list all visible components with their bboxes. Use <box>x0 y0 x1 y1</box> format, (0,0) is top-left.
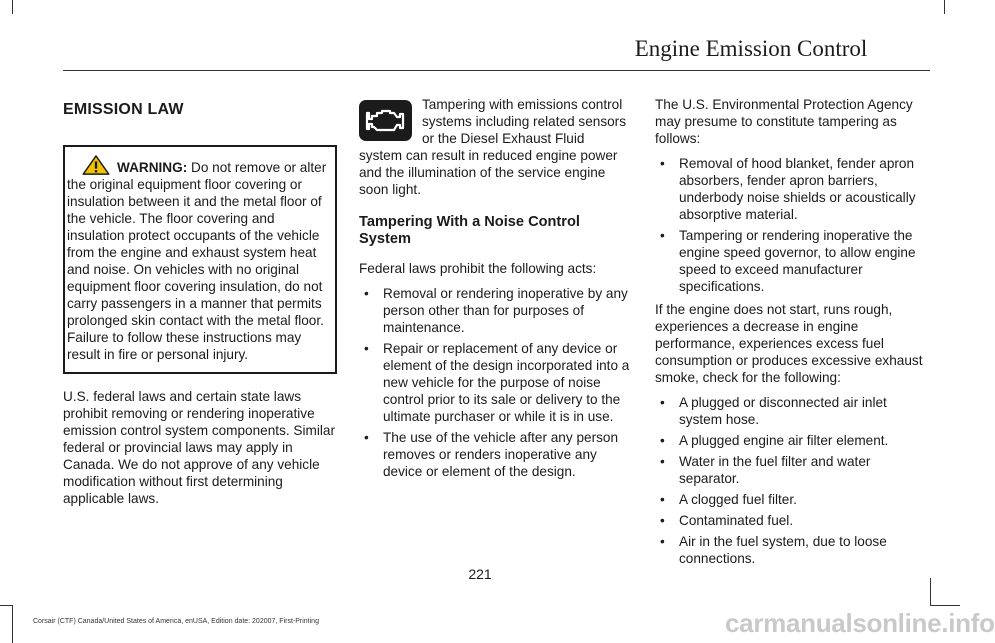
watermark: carmanualsonline.info <box>725 608 995 638</box>
epa-intro: The U.S. Environmental Protection Agency may presume to constitute tampering as follows: <box>655 97 913 146</box>
edition-info: Corsair (CTF) Canada/United States of America, enUSA, Edition date: 202007, First-Printing <box>33 618 319 625</box>
column-2 <box>359 96 631 484</box>
list-item: • Tampering or rendering inoperative the engine speed governor, to allow engine speed to exceed manufacturer specifications. <box>655 227 930 295</box>
list-item: • A plugged engine air filter element. <box>655 432 930 449</box>
list-item: • Repair or replacement of any device or element of the design incorporated into a new vehicle for the purpose of noise control prior to its sale or delivery to the ultimate purchaser or while it is in use. <box>359 340 631 425</box>
list-item: • Removal or rendering inoperative by any person other than for purposes of maintenance. <box>359 285 631 336</box>
tampering-examples-list <box>655 155 930 295</box>
crop-mark <box>930 605 960 606</box>
page-number: 221 <box>468 566 492 582</box>
warning-label: WARNING: <box>117 160 188 175</box>
page-title: Engine Emission Control <box>634 36 868 61</box>
crop-mark <box>944 0 945 14</box>
list-item: • Removal of hood blanket, fender apron absorbers, fender apron barriers, underbody noise shields or acoustically absorptive material. <box>655 155 930 223</box>
list-item: • Contaminated fuel. <box>655 512 930 529</box>
warning-paragraph <box>65 155 335 363</box>
check-engine-icon <box>359 100 412 141</box>
prohibited-acts-list <box>359 285 631 480</box>
warning-text: Do not remove or alter the original equipment floor covering or insulation between it and the metal floor of the vehicle. The floor covering and insulation protect occupants of the vehicle from the engine and exhaust system heat and noise. On vehicles with no original equipment floor covering insulation, do not carry passengers in a manner that permits prolonged skin contact with the metal floor. Failure to follow these instructions may result in fire or personal injury. <box>67 160 327 362</box>
list-item: • Water in the fuel filter and water separator. <box>655 453 930 487</box>
crop-mark <box>12 605 13 643</box>
list-item: • A clogged fuel filter. <box>655 491 930 508</box>
check-list <box>655 394 930 567</box>
crop-mark <box>12 0 13 14</box>
section-title: EMISSION LAW <box>63 101 184 118</box>
column-3 <box>655 96 930 571</box>
column-1 <box>63 96 335 507</box>
warning-triangle-icon <box>81 155 111 175</box>
list-item: • Air in the fuel system, due to loose connections. <box>655 533 930 567</box>
list-item: • A plugged or disconnected air inlet system hose. <box>655 394 930 428</box>
noise-control-heading: Tampering With a Noise Control System <box>359 214 580 247</box>
warning-box <box>63 145 337 374</box>
engine-check-paragraph: If the engine does not start, runs rough, experiences a decrease in engine performance, experiences excess fuel consumption or produces excessive exhaust smoke, check for the following: <box>655 302 923 385</box>
header-divider <box>63 70 930 71</box>
crop-mark <box>930 578 931 606</box>
law-paragraph: U.S. federal laws and certain state laws prohibit removing or rendering inoperative emission control system components. Similar federal or provincial laws may apply in Canada. We do not approve of any vehicle modification without first determining applicable laws. <box>63 389 335 506</box>
federal-laws-lead: Federal laws prohibit the following acts: <box>359 261 597 276</box>
tampering-intro: Tampering with emissions control systems including related sensors or the Diesel Exhaust Fluid system can result in reduced engine power and the illumination of the service engine soon light. <box>359 97 626 197</box>
list-item: • The use of the vehicle after any person removes or renders inoperative any device or element of the design. <box>359 429 631 480</box>
